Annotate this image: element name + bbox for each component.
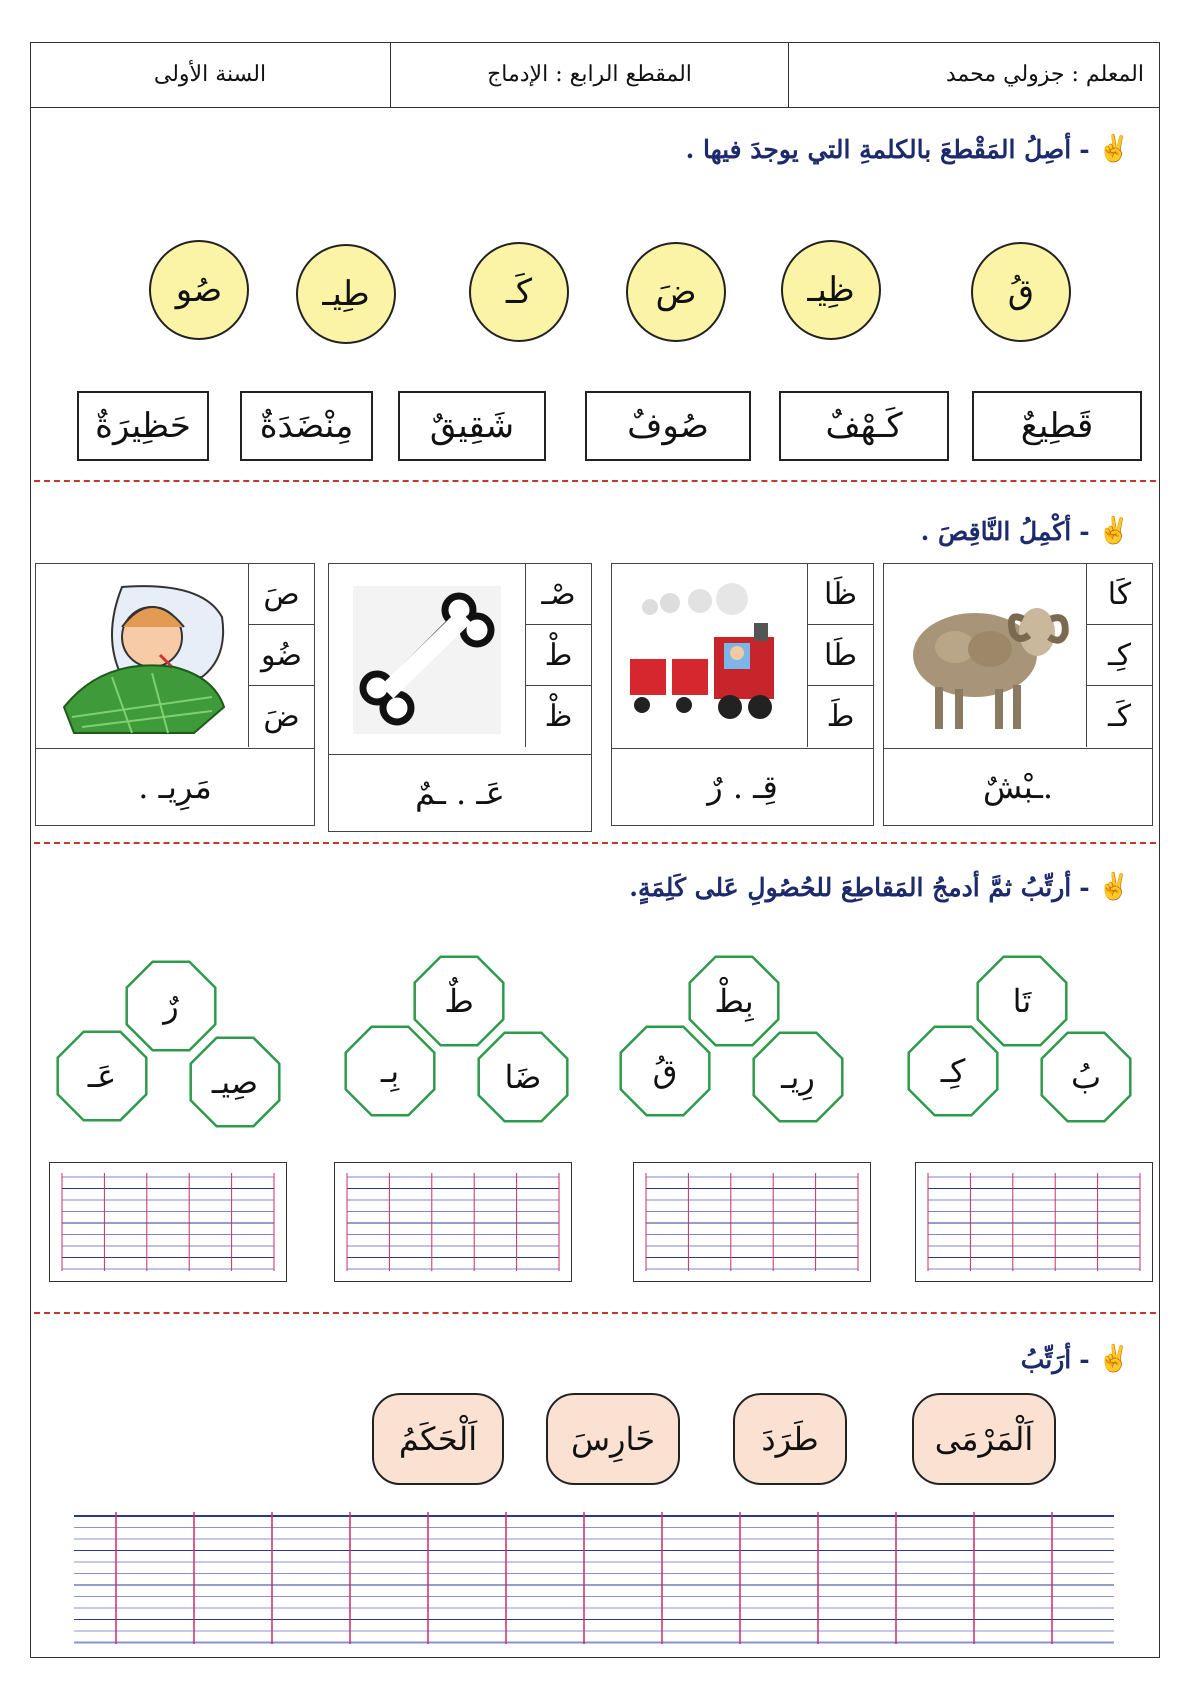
- hand-one-icon: ✌: [1097, 134, 1130, 164]
- option-cell[interactable]: كَـ: [1107, 699, 1132, 734]
- option-cell[interactable]: صْـ: [526, 564, 591, 625]
- sheep-image: [884, 564, 1086, 749]
- answer-cell[interactable]: عَـ . ـمٌ: [329, 754, 591, 831]
- syllable-octagon[interactable]: [187, 1034, 283, 1130]
- syllable-text: كِـ: [940, 1052, 966, 1090]
- syllable-text: صِيـ: [211, 1063, 259, 1101]
- grid-lines: [634, 1163, 870, 1281]
- syllable-circle[interactable]: ضَ: [626, 242, 726, 342]
- option-cell[interactable]: كِـ: [1087, 625, 1152, 686]
- syllable-octagon[interactable]: [54, 1028, 150, 1124]
- word-pill[interactable]: اَلْحَكَمُ: [372, 1393, 504, 1485]
- word-pill[interactable]: حَارِسَ: [546, 1393, 680, 1485]
- option-cell[interactable]: كَا: [1087, 564, 1152, 625]
- syllable-text: ضَا: [504, 1058, 542, 1096]
- syllable-circle[interactable]: صُو: [149, 240, 249, 340]
- complete-card-train: [611, 563, 874, 826]
- syllable-circle[interactable]: قُ: [971, 242, 1071, 342]
- writing-grid[interactable]: [49, 1162, 287, 1282]
- word-box[interactable]: صُوفٌ: [585, 391, 751, 461]
- option-cell[interactable]: ظْ: [544, 699, 573, 734]
- grade-label: السنة الأولى: [153, 62, 267, 87]
- syllable-text: رِيـ: [781, 1058, 815, 1096]
- syllable-text: طٌ: [444, 982, 474, 1020]
- hand-four-icon: ✌: [1097, 1344, 1130, 1374]
- options-column: [525, 564, 591, 747]
- option-cell[interactable]: ضُو: [249, 625, 314, 686]
- options-column: [807, 564, 873, 747]
- word-pill[interactable]: اَلْمَرْمَى: [912, 1393, 1056, 1485]
- option-cell[interactable]: طَا: [808, 625, 873, 686]
- writing-lines[interactable]: [74, 1512, 1114, 1648]
- header-table: [30, 42, 1160, 108]
- syllable-octagon[interactable]: [750, 1029, 846, 1125]
- option-cell[interactable]: ظَا: [808, 564, 873, 625]
- syllable-circle[interactable]: طِيـ: [296, 244, 396, 344]
- hand-three-icon: ✌: [1097, 872, 1130, 902]
- syllable-octagon[interactable]: [905, 1023, 1001, 1119]
- syllable-octagon[interactable]: [342, 1023, 438, 1119]
- word-box[interactable]: حَظِيرَةٌ: [77, 391, 209, 461]
- q1-title: ✌ - أصِلُ المَقْطعَ بالكلمةِ التي يوجدَ فيها .: [685, 134, 1130, 164]
- syllable-text: قُ: [652, 1052, 678, 1090]
- sick-child-image: [36, 564, 248, 749]
- syllable-circle[interactable]: ظِيـ: [781, 240, 881, 340]
- writing-grid[interactable]: [915, 1162, 1153, 1282]
- writing-grid[interactable]: [334, 1162, 572, 1282]
- syllable-text: تَا: [1012, 982, 1032, 1020]
- syllable-octagon[interactable]: [617, 1023, 713, 1119]
- q4-title: ✌ - أرَتِّبُ: [1020, 1344, 1130, 1374]
- writing-grid[interactable]: [633, 1162, 871, 1282]
- answer-cell[interactable]: مَرِيـ .: [36, 748, 314, 825]
- syllable-text: بُ: [1070, 1058, 1102, 1096]
- q3-title: ✌ - أرتِّبُ ثمَّ أدمجُ المَقاطِعَ للحُصُولِ عَلى كَلِمَةٍ.: [629, 872, 1130, 902]
- syllable-text: بِطْ: [714, 982, 754, 1020]
- word-pill[interactable]: طَرَدَ: [733, 1393, 847, 1485]
- option-cell[interactable]: طَ: [826, 699, 855, 734]
- word-box[interactable]: شَقِيقٌ: [398, 391, 546, 461]
- syllable-circle[interactable]: كَـ: [469, 242, 569, 342]
- section-divider: [34, 842, 1156, 844]
- word-box[interactable]: كَـهْفٌ: [779, 391, 949, 461]
- word-box[interactable]: قَطِيعٌ: [972, 391, 1142, 461]
- complete-card-bone: [328, 563, 592, 832]
- complete-card-sick-child: [35, 563, 315, 826]
- bone-image: [329, 564, 525, 755]
- option-cell[interactable]: صَ: [249, 564, 314, 625]
- teacher-name: المعلم : جزولي محمد: [788, 42, 1160, 107]
- answer-cell[interactable]: .ـبْشٌ: [884, 748, 1152, 825]
- option-cell[interactable]: طْ: [526, 625, 591, 686]
- q2-title: ✌ - أكْمِلُ النَّاقِصَ .: [920, 516, 1130, 546]
- unit-title: المقطع الرابع : الإدماج: [390, 42, 788, 107]
- syllable-text: رٌ: [163, 987, 179, 1025]
- syllable-octagon[interactable]: [1038, 1029, 1134, 1125]
- syllable-text: بِـ: [380, 1052, 400, 1090]
- syllable-text: عَـ: [87, 1057, 117, 1095]
- options-column: [248, 564, 314, 747]
- section-divider: [34, 480, 1156, 482]
- hand-two-icon: ✌: [1097, 516, 1130, 546]
- train-image: [612, 564, 807, 749]
- options-column: [1086, 564, 1152, 747]
- complete-card-sheep: [883, 563, 1153, 826]
- option-cell[interactable]: ضَ: [263, 699, 300, 734]
- grid-lines: [916, 1163, 1152, 1281]
- answer-cell[interactable]: قِـ . رٌ: [612, 748, 873, 825]
- syllable-octagon[interactable]: [475, 1029, 571, 1125]
- word-box[interactable]: مِنْضَدَةٌ: [240, 391, 373, 461]
- grid-lines: [335, 1163, 571, 1281]
- grid-lines: [50, 1163, 286, 1281]
- section-divider: [34, 1312, 1156, 1314]
